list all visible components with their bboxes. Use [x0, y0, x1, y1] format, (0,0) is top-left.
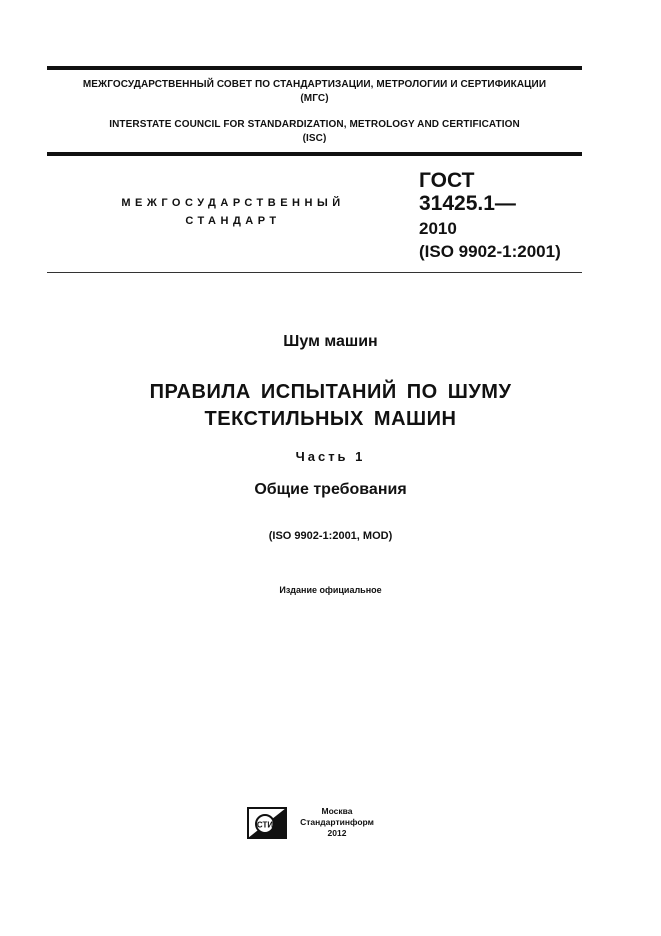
series-title: Шум машин [283, 333, 378, 350]
top-rule [47, 66, 582, 70]
council-abbr-ru: (МГС) [300, 93, 329, 104]
publisher-year: 2012 [327, 828, 347, 838]
gost-iso-reference: (ISO 9902-1:2001) [419, 242, 561, 261]
publisher-info [292, 806, 382, 839]
publisher-city: Москва [321, 806, 353, 816]
publisher-name: Стандартинформ [300, 817, 374, 827]
svg-text:СТИ: СТИ [256, 820, 274, 830]
header-bottom-rule [47, 152, 582, 156]
standard-block-rule [47, 272, 582, 273]
main-title-line2: ТЕКСТИЛЬНЫХ МАШИН [204, 408, 457, 430]
council-name-en: INTERSTATE COUNCIL FOR STANDARDIZATION, METROLOGY AND CERTIFICATION [109, 119, 520, 130]
edition-note: Издание официальное [279, 585, 382, 595]
gost-year: 2010 [419, 219, 457, 238]
standard-kind-line2: СТАНДАРТ [185, 215, 281, 227]
standard-kind-line1: МЕЖГОСУДАРСТВЕННЫЙ [121, 197, 345, 209]
gost-number: 31425.1— [419, 192, 516, 215]
part-number: Часть 1 [295, 449, 366, 464]
council-name-ru: МЕЖГОСУДАРСТВЕННЫЙ СОВЕТ ПО СТАНДАРТИЗАЦИИ, МЕТРОЛОГИИ И СЕРТИФИКАЦИИ [82, 79, 547, 90]
iso-modification: (ISO 9902-1:2001, MOD) [268, 530, 393, 542]
part-title: Общие требования [254, 481, 407, 498]
gost-label: ГОСТ [419, 169, 475, 192]
publisher-logo-icon [247, 807, 287, 839]
council-abbr-en: (ISC) [302, 133, 327, 144]
main-title-line1: ПРАВИЛА ИСПЫТАНИЙ ПО ШУМУ [149, 381, 512, 403]
